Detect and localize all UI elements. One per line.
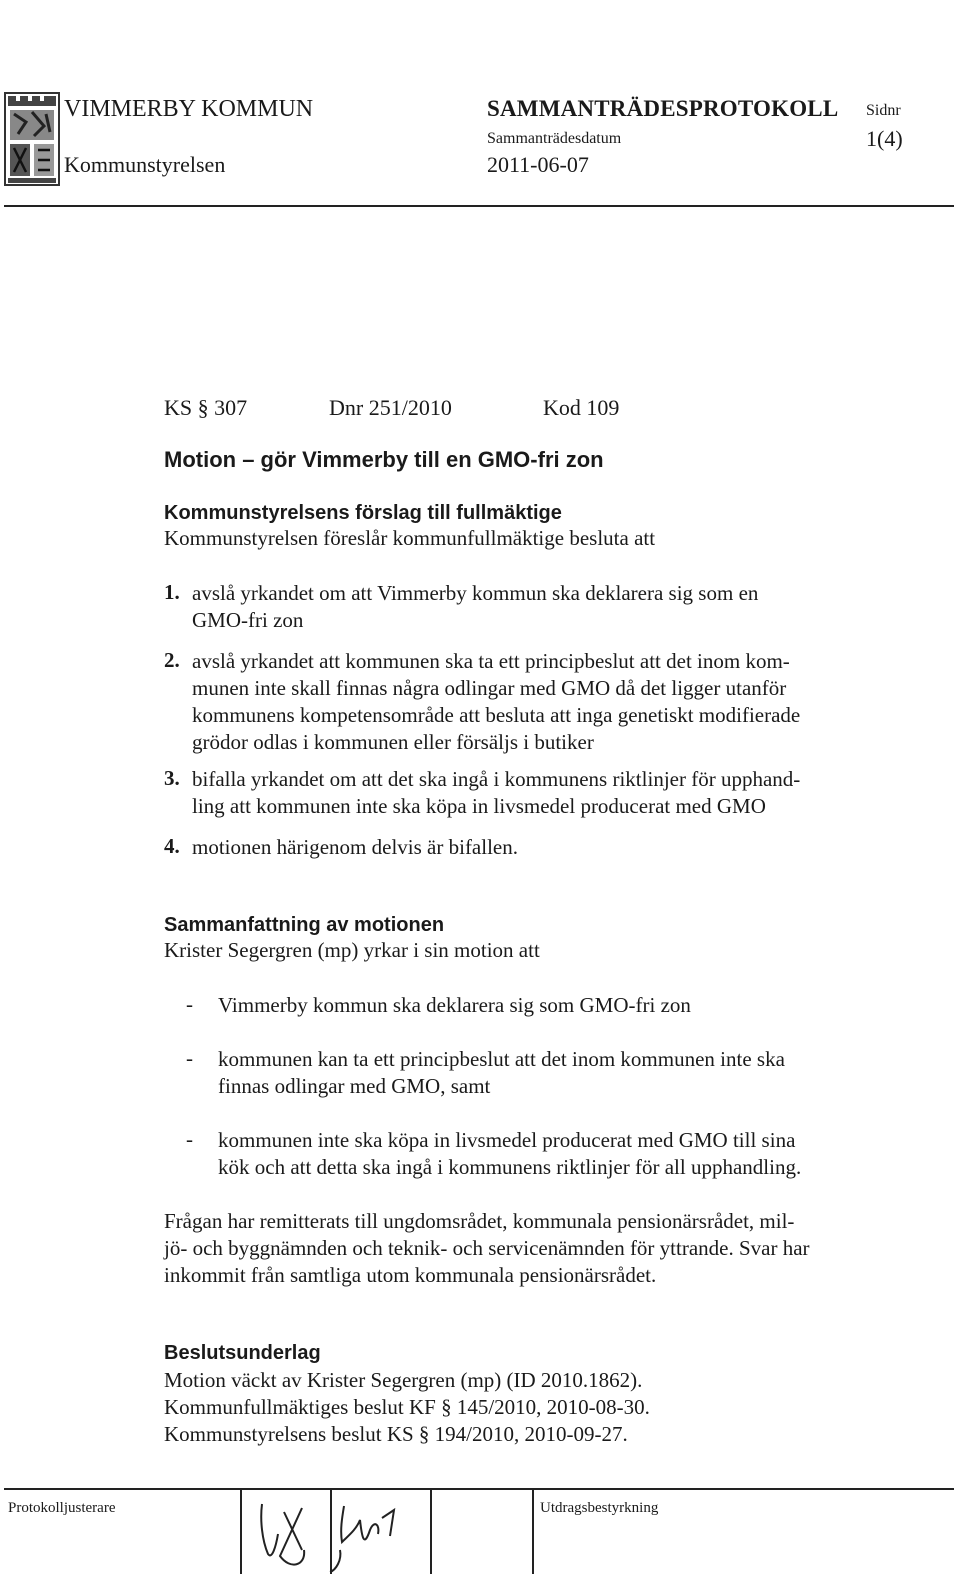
header-divider xyxy=(4,205,954,207)
summary-bullet xyxy=(218,992,868,1019)
bullet-line: Vimmerby kommun ska deklarera sig som GMO-fri zon xyxy=(218,993,691,1017)
proposal-item xyxy=(192,648,852,756)
item-line: motionen härigenom delvis är bifallen. xyxy=(192,835,518,859)
ks-paragraph-ref: KS § 307 xyxy=(164,395,248,420)
basis-line: Kommunstyrelsens beslut KS § 194/2010, 2010-09-27. xyxy=(164,1422,628,1446)
item-line: kommunens kompetensområde att besluta att inga genetiskt modifierade xyxy=(192,703,801,727)
remiss-paragraph xyxy=(164,1208,810,1289)
item-line: GMO-fri zon xyxy=(192,608,304,632)
proposal-item xyxy=(192,834,852,861)
page-number-label: Sidnr xyxy=(866,102,901,119)
proposal-item-number: 4. xyxy=(164,834,180,858)
item-line: avslå yrkandet att kommunen ska ta ett principbeslut att det inom kom- xyxy=(192,649,790,673)
summary-bullet xyxy=(218,1046,868,1100)
item-line: ling att kommunen inte ska köpa in livsmedel producerat med GMO xyxy=(192,794,766,818)
basis-line: Kommunfullmäktiges beslut KF § 145/2010, 2010-08-30. xyxy=(164,1395,650,1419)
page-title: Motion – gör Vimmerby till en GMO-fri zon xyxy=(164,447,604,472)
diary-number: Dnr 251/2010 xyxy=(329,395,452,420)
extract-label: Utdragsbestyrkning xyxy=(540,1500,659,1516)
basis-line: Motion väckt av Krister Segergren (mp) (ID 2010.1862). xyxy=(164,1368,643,1392)
footer-column-divider xyxy=(532,1488,534,1574)
proposal-item xyxy=(192,580,852,634)
bullet-dash: - xyxy=(186,1127,193,1151)
proposal-heading: Kommunstyrelsens förslag till fullmäktige xyxy=(164,502,562,524)
adjuster-label: Protokolljusterare xyxy=(8,1500,116,1516)
handwritten-signature-icon xyxy=(244,1490,444,1576)
proposal-item-number: 2. xyxy=(164,648,180,672)
basis-list xyxy=(164,1367,650,1448)
item-line: grödor odlas i kommunen eller försäljs i butiker xyxy=(192,730,594,754)
bullet-dash: - xyxy=(186,1046,193,1070)
page-number: 1(4) xyxy=(866,126,903,151)
paragraph-line: inkommit från samtliga utom kommunala pensionärsrådet. xyxy=(164,1263,657,1287)
paragraph-line: jö- och byggnämnden och teknik- och servicenämnden för yttrande. Svar har xyxy=(164,1236,810,1260)
footer-column-divider xyxy=(240,1488,242,1574)
code-number: Kod 109 xyxy=(543,395,620,420)
item-line: avslå yrkandet om att Vimmerby kommun ska deklarera sig som en xyxy=(192,581,759,605)
meeting-date-label: Sammanträdesdatum xyxy=(487,130,622,147)
proposal-intro: Kommunstyrelsen föreslår kommunfullmäktige besluta att xyxy=(164,526,656,550)
document-type: SAMMANTRÄDESPROTOKOLL xyxy=(487,96,839,121)
proposal-item-number: 3. xyxy=(164,766,180,790)
bullet-line: kommunen kan ta ett principbeslut att det inom kommunen inte ska xyxy=(218,1047,785,1071)
proposal-item xyxy=(192,766,852,820)
basis-heading: Beslutsunderlag xyxy=(164,1342,321,1364)
coat-of-arms-icon xyxy=(4,92,60,186)
organization-name: VIMMERBY KOMMUN xyxy=(64,96,314,122)
committee-name: Kommunstyrelsen xyxy=(64,152,226,177)
footer-divider xyxy=(4,1488,954,1490)
bullet-dash: - xyxy=(186,992,193,1016)
summary-heading: Sammanfattning av motionen xyxy=(164,914,445,936)
bullet-line: kommunen inte ska köpa in livsmedel producerat med GMO till sina xyxy=(218,1128,796,1152)
bullet-line: kök och att detta ska ingå i kommunens riktlinjer för all upphandling. xyxy=(218,1155,802,1179)
item-line: munen inte skall finnas några odlingar med GMO då det ligger utanför xyxy=(192,676,787,700)
meeting-date: 2011-06-07 xyxy=(487,152,589,177)
bullet-line: finnas odlingar med GMO, samt xyxy=(218,1074,491,1098)
item-line: bifalla yrkandet om att det ska ingå i kommunens riktlinjer för upphand- xyxy=(192,767,801,791)
summary-bullet xyxy=(218,1127,868,1181)
paragraph-line: Frågan har remitterats till ungdomsrådet, kommunala pensionärsrådet, mil- xyxy=(164,1209,795,1233)
proposal-item-number: 1. xyxy=(164,580,180,604)
summary-intro: Krister Segergren (mp) yrkar i sin motion att xyxy=(164,938,540,962)
